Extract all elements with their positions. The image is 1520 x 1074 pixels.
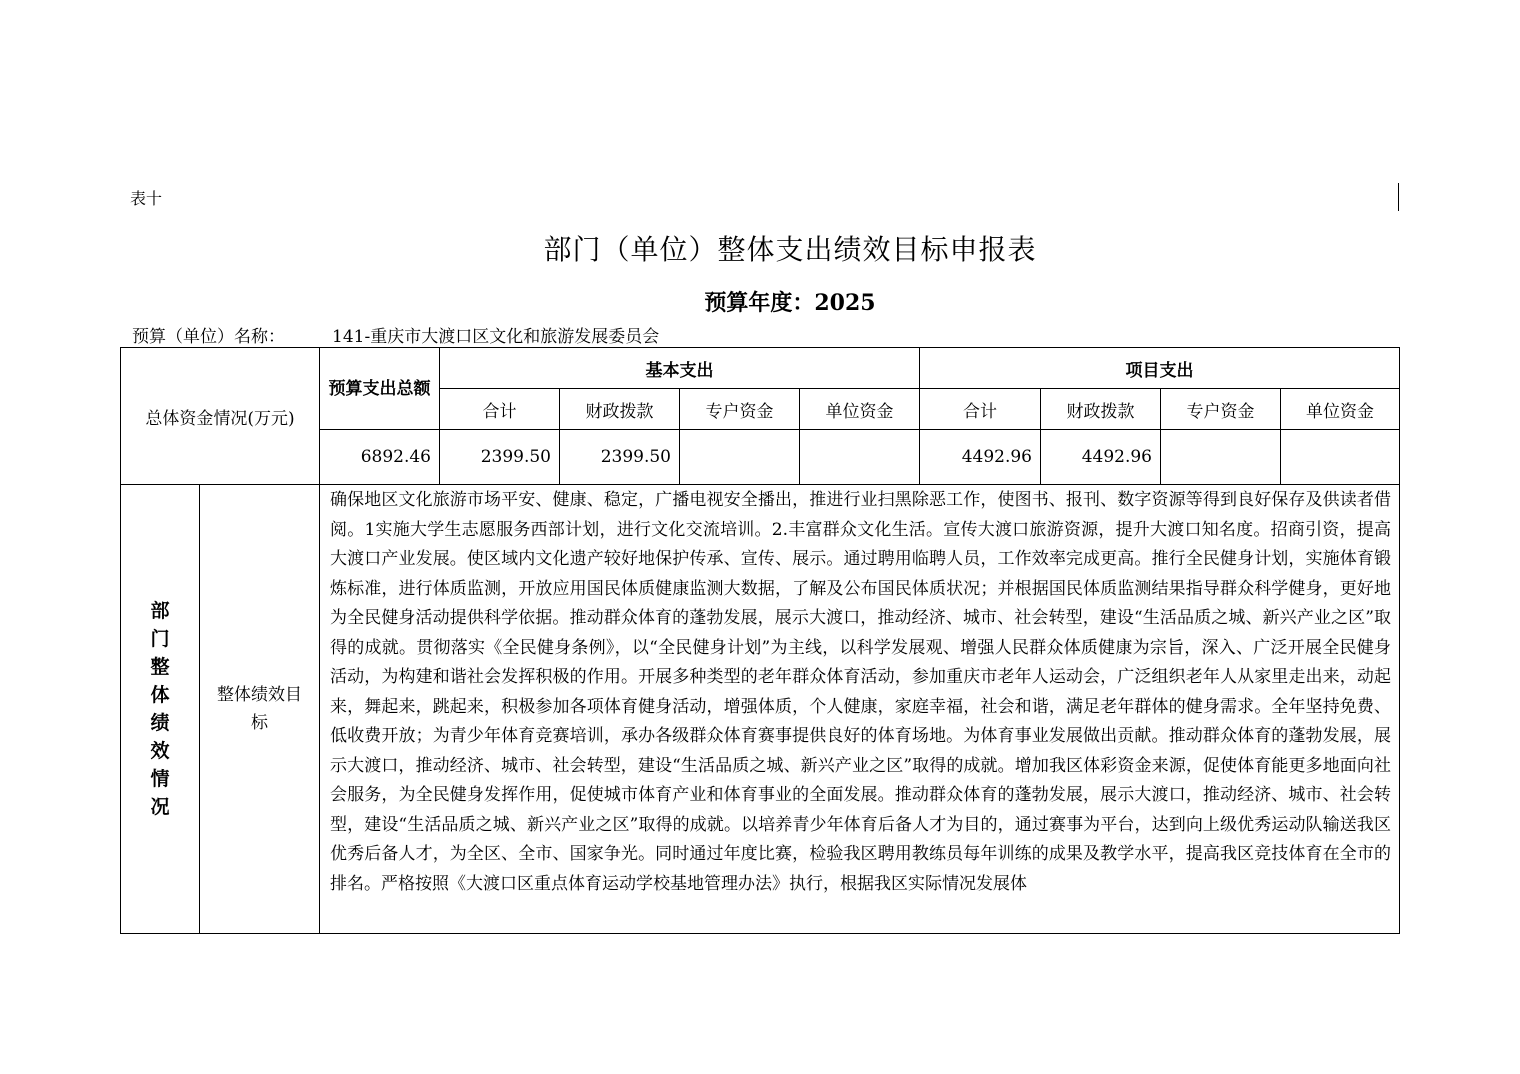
project-unit-header: 单位资金 bbox=[1281, 389, 1400, 430]
basic-special-header: 专户资金 bbox=[680, 389, 800, 430]
basic-fiscal-header: 财政拨款 bbox=[560, 389, 680, 430]
goal-label-cell bbox=[200, 485, 320, 934]
section-label-char: 体 bbox=[150, 684, 170, 706]
unit-name-value: 141-重庆市大渡口区文化和旅游发展委员会 bbox=[332, 327, 660, 347]
unit-name-label: 预算（单位）名称： bbox=[132, 327, 285, 347]
section-label-char: 况 bbox=[150, 796, 170, 818]
section-label-char: 效 bbox=[150, 740, 170, 762]
total-value: 6892.46 bbox=[320, 430, 440, 485]
basic-total-header: 合计 bbox=[440, 389, 560, 430]
funds-label-cell: 总体资金情况(万元) bbox=[121, 348, 320, 485]
section-label bbox=[121, 485, 200, 934]
total-header: 预算支出总额 bbox=[328, 378, 431, 399]
section-label-char: 部 bbox=[150, 600, 170, 622]
project-unit-value bbox=[1281, 430, 1400, 485]
basic-header-cell: 基本支出 bbox=[440, 348, 920, 389]
basic-total-value: 2399.50 bbox=[440, 430, 560, 485]
basic-unit-value bbox=[800, 430, 920, 485]
section-label-char: 整 bbox=[150, 656, 170, 678]
page-title: 部门（单位）整体支出绩效目标申报表 bbox=[543, 233, 1037, 266]
basic-fiscal-value: 2399.50 bbox=[560, 430, 680, 485]
budget-year: 预算年度：2025 bbox=[704, 290, 876, 316]
section-label-char: 门 bbox=[150, 628, 170, 650]
basic-unit-header: 单位资金 bbox=[800, 389, 920, 430]
project-total-header: 合计 bbox=[920, 389, 1041, 430]
form-tag: 表十 bbox=[130, 189, 163, 208]
section-label-char: 绩 bbox=[150, 712, 170, 734]
performance-table bbox=[120, 347, 1400, 934]
project-special-header: 专户资金 bbox=[1161, 389, 1281, 430]
basic-special-value bbox=[680, 430, 800, 485]
project-total-value: 4492.96 bbox=[920, 430, 1041, 485]
goal-label: 整体绩效目标 bbox=[217, 685, 302, 733]
section-label-char: 情 bbox=[150, 768, 170, 790]
total-header-cell bbox=[320, 348, 440, 430]
unit-name-row bbox=[132, 322, 659, 347]
project-fiscal-header: 财政拨款 bbox=[1041, 389, 1161, 430]
goal-text-cell bbox=[320, 485, 1400, 934]
goal-text: 确保地区文化旅游市场平安、健康、稳定，广播电视安全播出，推进行业扫黑除恶工作，使图书、报刊、数字资源等得到良好保存及供读者借阅。1实施大学生志愿服务西部计划，进行文化交流培训。2.丰富群众文化生活。宣传大渡口旅游资源，提升大渡口知名度。招商引资，提高大渡口产业发展。使区域内文化遗产较好地保护传承、宣传、展示。通过聘用临聘人员，工作效率完成更高。推行全民健身计划，实施体育锻炼标准，进行体质监测，开放应用国民体质健康监测大数据，了解及公布国民体质状况；并根据国民体质监测结果指导群众科学健身，更好地为全民健身活动提供科学依据。推动群众体育的蓬勃发展，展示大渡口，推动经济、城市、社会转型，建设“生活品质之城、新兴产业之区”取得的成就。贯彻落实《全民健身条例》，以“全民健身计划”为主线，以科学发展观、增强人民群众体质健康为宗旨，深入、广泛开展全民健身活动，为构建和谐社会发挥积极的作用。开展多种类型的老年群众体育活动，参加重庆市老年人运动会，广泛组织老年人从家里走出来，动起来，舞起来，跳起来，积极参加各项体育健身活动，增强体质，个人健康，家庭幸福，社会和谐，满足老年群体的健身需求。全年坚持免费、低收费开放；为青少年体育竞赛培训，承办各级群众体育赛事提供良好的体育场地。为体育事业发展做出贡献。推动群众体育的蓬勃发展，展示大渡口，推动经济、城市、社会转型，建设“生活品质之城、新兴产业之区”取得的成就。增加我区体彩资金来源，促使体育能更多地面向社会服务，为全民健身发挥作用，促使城市体育产业和体育事业的全面发展。推动群众体育的蓬勃发展，展示大渡口，推动经济、城市、社会转型，建设“生活品质之城、新兴产业之区”取得的成就。以培养青少年体育后备人才为目的，通过赛事为平台，达到向上级优秀运动队输送我区优秀后备人才，为全区、全市、国家争光。同时通过年度比赛，检验我区聘用教练员每年训练的成果及教学水平，提高我区竞技体育在全市的排名。严格按照《大渡口区重点体育运动学校基地管理办法》执行，根据我区实际情况发展体 bbox=[330, 490, 1391, 894]
margin-line bbox=[1398, 183, 1399, 211]
project-special-value bbox=[1161, 430, 1281, 485]
project-fiscal-value: 4492.96 bbox=[1041, 430, 1161, 485]
project-header-cell: 项目支出 bbox=[920, 348, 1400, 389]
